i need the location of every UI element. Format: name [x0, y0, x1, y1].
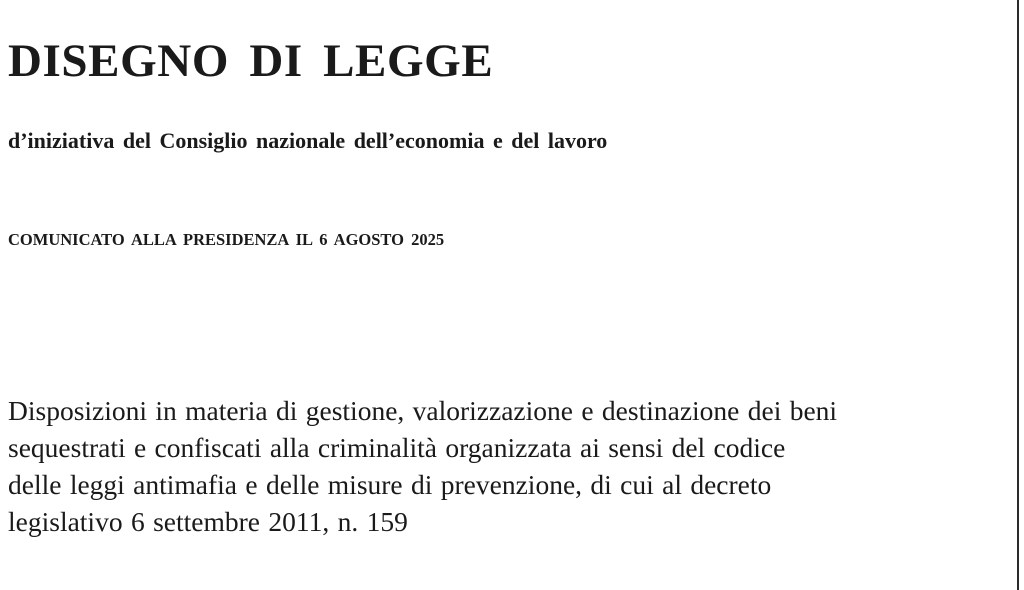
initiative-line: d’iniziativa del Consiglio nazionale dell’economia e del lavoro: [8, 128, 608, 153]
right-margin-rule: [1017, 0, 1019, 590]
document-type-title: DISEGNO DI LEGGE: [8, 35, 494, 87]
bill-subject-line: Disposizioni in materia di gestione, valorizzazione e destinazione dei beni: [8, 395, 838, 426]
bill-subject-line: delle leggi antimafia e delle misure di prevenzione, di cui al decreto: [8, 469, 772, 500]
communication-date-line: COMUNICATO ALLA PRESIDENZA IL 6 AGOSTO 2025: [8, 230, 445, 249]
bill-subject-line: legislativo 6 settembre 2011, n. 159: [8, 506, 408, 537]
bill-subject-line: sequestrati e confiscati alla criminalità organizzata ai sensi del codice: [8, 432, 786, 463]
bill-subject: [8, 392, 1008, 540]
